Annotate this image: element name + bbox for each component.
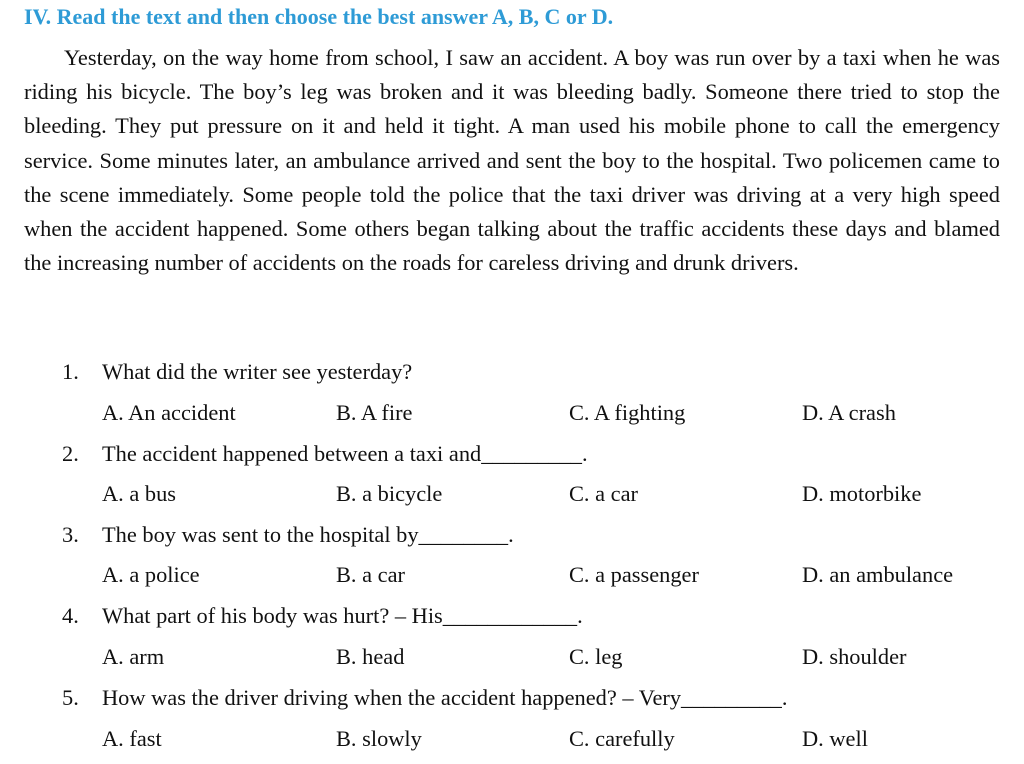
question-4-option-d[interactable]: D. shoulder (802, 644, 907, 669)
question-2-option-a[interactable]: A. a bus (102, 481, 177, 506)
question-number: 2. (62, 441, 79, 466)
question-3-option-a[interactable]: A. a police (102, 562, 200, 587)
reading-passage: Yesterday, on the way home from school, I saw an accident. A boy was run over by a taxi when he was riding his bicycle. The boy’s leg was broken and it was bleeding badly. Someone there tried to stop the bleeding. They put pressure on it and held it tight. A man used his mobile phone to call the emergency service. Some minutes later, an ambulance arrived and sent the boy to the hospital. Two policemen came to the scene immediately. Some people told the police that the taxi driver was driving at a very high speed when the accident happened. Some others began talking about the traffic accidents these days and blamed the increasing number of accidents on the roads for careless driving and drunk drivers. (24, 45, 1000, 276)
question-text: What did the writer see yesterday? (102, 359, 413, 384)
question-3-option-b[interactable]: B. a car (336, 562, 405, 587)
question-number: 1. (62, 359, 79, 384)
question-5 (0, 685, 1024, 715)
question-number: 5. (62, 685, 79, 710)
question-4-option-b[interactable]: B. head (336, 644, 405, 669)
question-number: 4. (62, 603, 79, 628)
question-4-option-c[interactable]: C. leg (569, 644, 623, 669)
question-3-option-d[interactable]: D. an ambulance (802, 562, 954, 587)
question-2 (0, 441, 1024, 471)
question-text: The accident happened between a taxi and_________. (102, 441, 588, 466)
question-1-option-a[interactable]: A. An accident (102, 400, 236, 425)
question-text: What part of his body was hurt? – His____________. (102, 603, 583, 628)
question-1-option-c[interactable]: C. A fighting (569, 400, 686, 425)
question-2-option-b[interactable]: B. a bicycle (336, 481, 443, 506)
question-2-option-c[interactable]: C. a car (569, 481, 638, 506)
question-5-option-c[interactable]: C. carefully (569, 726, 675, 751)
question-1-option-b[interactable]: B. A fire (336, 400, 413, 425)
question-number: 3. (62, 522, 79, 547)
question-3 (0, 522, 1024, 552)
exercise-heading: IV. Read the text and then choose the best answer A, B, C or D. (24, 4, 614, 29)
question-text: The boy was sent to the hospital by________. (102, 522, 514, 547)
question-5-option-d[interactable]: D. well (802, 726, 868, 751)
question-1-option-d[interactable]: D. A crash (802, 400, 896, 425)
question-5-option-a[interactable]: A. fast (102, 726, 162, 751)
question-4 (0, 603, 1024, 633)
question-2-option-d[interactable]: D. motorbike (802, 481, 922, 506)
question-5-option-b[interactable]: B. slowly (336, 726, 422, 751)
question-1 (0, 359, 1024, 389)
question-text: How was the driver driving when the accident happened? – Very_________. (102, 685, 788, 710)
question-3-option-c[interactable]: C. a passenger (569, 562, 699, 587)
question-4-option-a[interactable]: A. arm (102, 644, 165, 669)
